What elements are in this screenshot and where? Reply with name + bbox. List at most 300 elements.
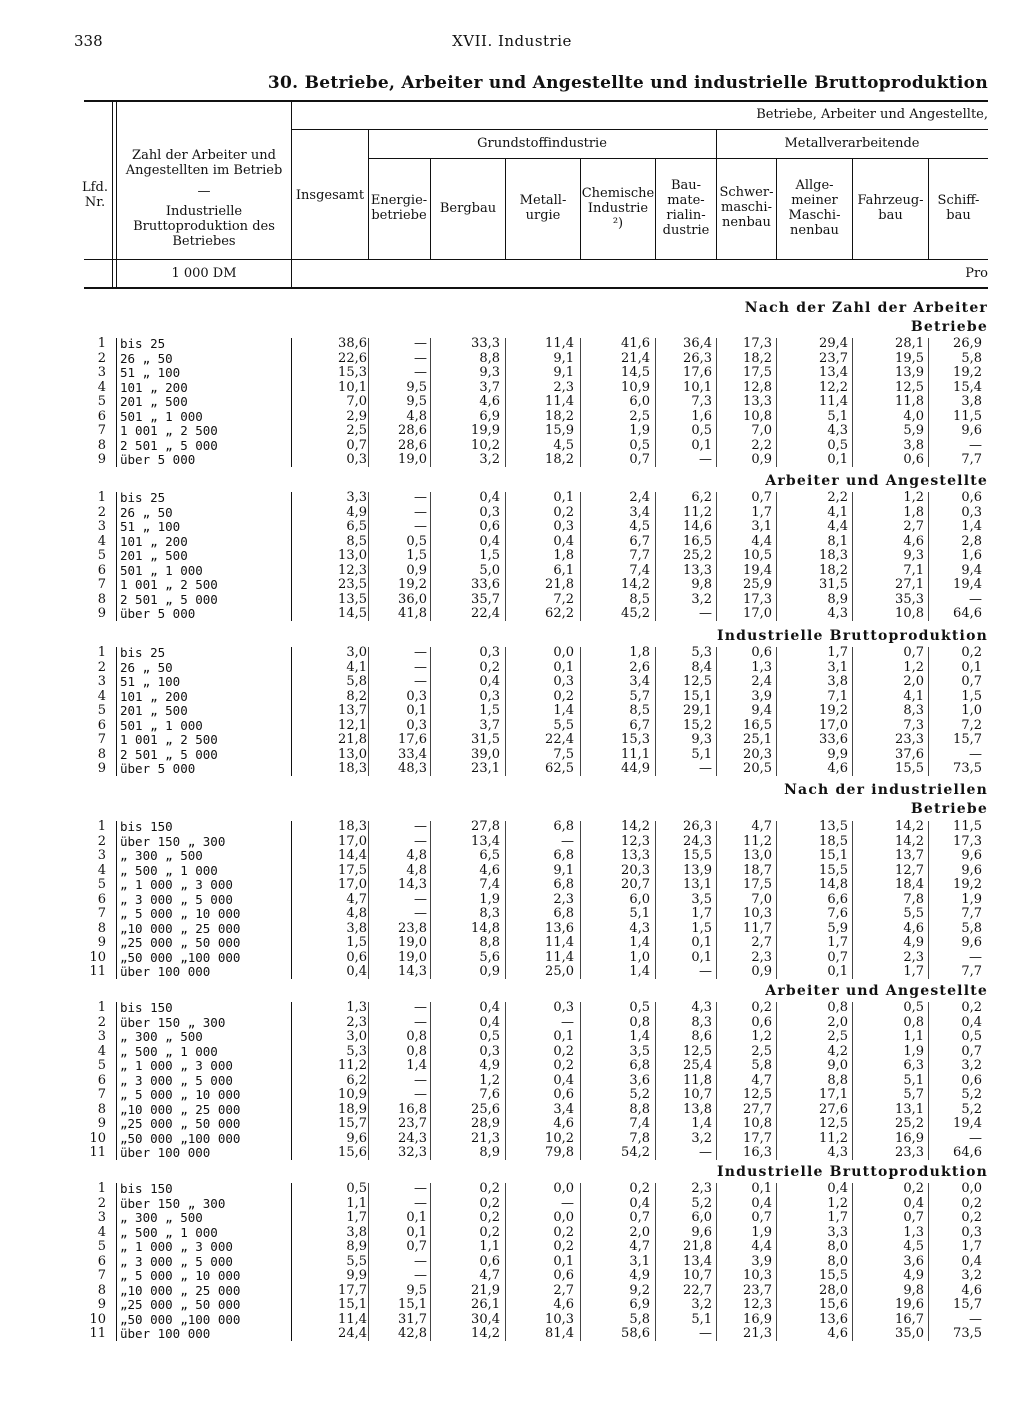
table-cell: 3,8	[903, 437, 924, 453]
table-cell: 1,7	[961, 1239, 982, 1254]
table-cell: 10,9	[338, 1087, 367, 1102]
row-number: 4	[97, 688, 106, 704]
table-cell: 0,4	[479, 533, 500, 549]
table-cell: 18,2	[743, 350, 772, 366]
table-cell: 16,9	[895, 1130, 924, 1146]
header-baumaterialindustrie: Bau-mate-rialin-dustrie	[662, 178, 710, 238]
table-cell: 3,5	[629, 1043, 650, 1059]
table-cell: 18,3	[819, 548, 848, 563]
table-cell: 12,5	[683, 674, 712, 689]
table-cell: 4,9	[629, 1268, 650, 1283]
table-cell: 5,9	[903, 423, 924, 438]
table-cell: 27,6	[819, 1101, 848, 1117]
row-size-class: „ 500 „ 1 000	[120, 862, 218, 878]
table-cell: 2,3	[691, 1181, 712, 1196]
table-cell: 0,7	[406, 1239, 427, 1254]
table-cell: 9,9	[827, 746, 848, 762]
table-cell: 17,3	[953, 833, 982, 849]
table-row	[74, 1269, 994, 1283]
table-cell: 11,8	[895, 394, 924, 409]
table-cell: —	[414, 519, 427, 534]
table-cell: 4,5	[629, 519, 650, 534]
table-cell: 14,8	[819, 877, 848, 892]
header-chemische-industrie: Chemische Industrie ²)	[581, 186, 655, 231]
table-cell: 13,0	[338, 746, 367, 762]
row-size-class: „10 000 „ 25 000	[120, 920, 241, 936]
table-cell: 0,8	[406, 1029, 427, 1044]
table-cell: 9,3	[479, 365, 500, 380]
table-cell: 2,3	[903, 949, 924, 965]
table-cell: 0,1	[406, 1210, 427, 1225]
table-cell: 4,7	[346, 891, 367, 907]
row-number: 2	[97, 350, 106, 366]
table-cell: 0,7	[903, 645, 924, 660]
table-cell: 19,2	[953, 877, 982, 892]
table-cell: 8,6	[691, 1029, 712, 1044]
row-size-class: 501 „ 1 000	[120, 408, 203, 424]
table-cell: 18,2	[545, 408, 574, 424]
table-row	[74, 1030, 994, 1044]
table-cell: 7,4	[629, 1116, 650, 1131]
table-row	[74, 907, 994, 921]
table-cell: 8,9	[346, 1239, 367, 1254]
table-cell: 0,7	[903, 1210, 924, 1225]
table-cell: 0,6	[479, 1253, 500, 1269]
row-size-class: 101 „ 200	[120, 688, 188, 704]
table-cell: 19,0	[398, 935, 427, 950]
row-size-class: „50 000 „100 000	[120, 1130, 241, 1146]
table-cell: 9,6	[961, 862, 982, 878]
table-cell: 1,4	[629, 964, 650, 979]
row-size-class: 2 501 „ 5 000	[120, 437, 218, 453]
table-row	[74, 1074, 994, 1088]
table-cell: 14,3	[398, 877, 427, 892]
table-row	[74, 506, 994, 520]
row-size-class: 201 „ 500	[120, 703, 188, 718]
row-size-class: „25 000 „ 50 000	[120, 935, 241, 950]
table-cell: 0,6	[553, 1087, 574, 1102]
row-number: 1	[97, 819, 106, 834]
row-number: 7	[97, 1268, 106, 1283]
table-cell: 16,3	[743, 1145, 772, 1160]
table-cell: 9,5	[406, 1282, 427, 1298]
table-cell: 0,5	[629, 437, 650, 453]
table-cell: 1,7	[827, 645, 848, 660]
table-cell: —	[969, 1130, 982, 1146]
row-number: 5	[97, 1239, 106, 1254]
table-cell: 25,2	[895, 1116, 924, 1131]
table-cell: 9,5	[406, 394, 427, 409]
table-cell: 2,0	[827, 1014, 848, 1030]
table-cell: 19,2	[953, 365, 982, 380]
table-cell: —	[414, 490, 427, 505]
row-number: 1	[97, 1181, 106, 1196]
table-cell: 0,7	[827, 949, 848, 965]
table-cell: 11,4	[545, 394, 574, 409]
table-cell: 28,1	[895, 336, 924, 351]
header-grundstoff: Grundstoffindustrie	[477, 136, 607, 151]
table-cell: 0,1	[691, 437, 712, 453]
table-cell: 18,3	[338, 761, 367, 776]
table-cell: 5,0	[479, 562, 500, 578]
section-subheading: Betriebe	[910, 319, 988, 335]
row-size-class: bis 25	[120, 336, 166, 351]
table-cell: 19,9	[471, 423, 500, 438]
table-cell: 21,4	[621, 350, 650, 366]
table-cell: 15,7	[338, 1116, 367, 1131]
table-cell: 0,6	[553, 1268, 574, 1283]
table-cell: 0,4	[903, 1195, 924, 1211]
table-cell: 1,7	[751, 504, 772, 520]
table-cell: 1,7	[827, 1210, 848, 1225]
table-cell: 1,2	[751, 1029, 772, 1044]
row-size-class: 201 „ 500	[120, 394, 188, 409]
table-cell: 17,1	[819, 1087, 848, 1102]
row-size-class: „ 5 000 „ 10 000	[120, 1268, 241, 1283]
table-cell: 11,8	[683, 1072, 712, 1088]
table-cell: 1,9	[629, 423, 650, 438]
table-cell: 15,1	[819, 848, 848, 863]
table-cell: 17,6	[398, 732, 427, 747]
table-cell: 2,7	[903, 519, 924, 534]
table-cell: 7,4	[629, 562, 650, 578]
table-cell: 6,3	[903, 1058, 924, 1073]
table-cell: 1,4	[629, 1029, 650, 1044]
table-cell: 25,4	[683, 1058, 712, 1073]
row-size-class: über 100 000	[120, 1145, 211, 1160]
table-cell: 0,5	[903, 1000, 924, 1015]
table-cell: 0,2	[553, 1043, 574, 1059]
table-cell: 19,4	[953, 577, 982, 592]
table-cell: 1,4	[553, 703, 574, 718]
table-cell: 12,5	[683, 1043, 712, 1059]
header-metallurgie: Metall-urgie	[519, 193, 567, 223]
table-cell: 9,8	[903, 1282, 924, 1298]
table-cell: 21,3	[471, 1130, 500, 1146]
table-row	[74, 352, 994, 366]
table-cell: 6,2	[691, 490, 712, 505]
table-cell: 23,7	[743, 1282, 772, 1298]
row-size-class: „ 1 000 „ 3 000	[120, 877, 233, 892]
table-cell: 11,4	[545, 949, 574, 965]
table-cell: 4,6	[903, 920, 924, 936]
table-cell: 25,1	[743, 732, 772, 747]
table-cell: 1,2	[903, 659, 924, 675]
table-cell: 22,4	[545, 732, 574, 747]
header-size-top: Zahl der Arbeiter und Angestellten im Betrieb	[125, 148, 283, 178]
table-cell: 0,6	[961, 490, 982, 505]
table-cell: 0,2	[903, 1181, 924, 1196]
table-cell: 0,6	[903, 452, 924, 467]
row-number: 4	[97, 862, 106, 878]
table-cell: 3,3	[827, 1224, 848, 1240]
table-cell: 0,2	[961, 645, 982, 660]
table-cell: 26,3	[683, 350, 712, 366]
table-cell: 58,6	[621, 1326, 650, 1341]
table-cell: 13,3	[743, 394, 772, 409]
table-cell: 7,0	[751, 423, 772, 438]
table-cell: 1,0	[629, 949, 650, 965]
table-cell: 0,1	[553, 659, 574, 675]
table-row	[74, 1255, 994, 1269]
table-cell: 6,8	[553, 848, 574, 863]
row-size-class: „ 300 „ 500	[120, 1210, 203, 1225]
table-row	[74, 878, 994, 892]
table-cell: 3,1	[827, 659, 848, 675]
table-cell: 12,7	[895, 862, 924, 878]
table-cell: 31,5	[819, 577, 848, 592]
table-cell: 9,4	[961, 562, 982, 578]
row-number: 7	[97, 1087, 106, 1102]
table-cell: 13,5	[819, 819, 848, 834]
table-cell: 4,8	[346, 906, 367, 921]
table-cell: 23,5	[338, 577, 367, 592]
table-cell: 23,7	[819, 350, 848, 366]
table-cell: 0,9	[751, 964, 772, 979]
table-row	[74, 1226, 994, 1240]
table-cell: 21,8	[683, 1239, 712, 1254]
table-row	[74, 704, 994, 718]
table-cell: 38,6	[338, 336, 367, 351]
table-cell: 13,5	[338, 591, 367, 607]
table-cell: 2,7	[751, 935, 772, 950]
row-size-class: 1 001 „ 2 500	[120, 423, 218, 438]
table-cell: 23,1	[471, 761, 500, 776]
table-cell: 0,2	[961, 1210, 982, 1225]
row-size-class: über 5 000	[120, 452, 196, 467]
table-row	[74, 1117, 994, 1131]
table-cell: 6,6	[827, 891, 848, 907]
table-cell: 13,4	[471, 833, 500, 849]
table-cell: 13,4	[819, 365, 848, 380]
table-cell: 0,4	[479, 1014, 500, 1030]
table-cell: 8,8	[479, 935, 500, 950]
table-row	[74, 1001, 994, 1015]
table-cell: 7,2	[553, 591, 574, 607]
table-row	[74, 1132, 994, 1146]
row-number: 8	[97, 591, 106, 607]
table-cell: 3,2	[691, 591, 712, 607]
row-number: 9	[97, 1297, 106, 1312]
row-number: 4	[97, 379, 106, 395]
table-cell: 2,3	[553, 379, 574, 395]
table-cell: 5,8	[961, 920, 982, 936]
row-size-class: 101 „ 200	[120, 533, 188, 549]
table-cell: 0,5	[346, 1181, 367, 1196]
row-size-class: über 5 000	[120, 606, 196, 621]
header-bergbau: Bergbau	[439, 201, 497, 216]
table-cell: 0,2	[751, 1000, 772, 1015]
row-number: 3	[97, 674, 106, 689]
table-cell: 0,1	[553, 1253, 574, 1269]
table-cell: 12,2	[819, 379, 848, 395]
row-size-class: 26 „ 50	[120, 659, 173, 675]
row-size-class: „ 1 000 „ 3 000	[120, 1058, 233, 1073]
table-cell: 9,6	[961, 848, 982, 863]
row-size-class: „ 300 „ 500	[120, 1029, 203, 1044]
row-size-class: „50 000 „100 000	[120, 949, 241, 965]
table-cell: 27,1	[895, 577, 924, 592]
table-row	[74, 1284, 994, 1298]
col-divider-nr-double	[116, 102, 117, 287]
row-number: 3	[97, 365, 106, 380]
table-cell: 0,2	[479, 659, 500, 675]
table-row	[74, 820, 994, 834]
row-number: 9	[97, 761, 106, 776]
table-cell: 12,3	[338, 562, 367, 578]
table-cell: 11,4	[545, 935, 574, 950]
table-cell: 13,6	[819, 1311, 848, 1327]
table-cell: 0,0	[553, 1210, 574, 1225]
table-cell: 5,1	[691, 1311, 712, 1327]
row-number: 5	[97, 877, 106, 892]
header-allgemeiner-maschinenbau: Allge-meiner Maschi-nenbau	[788, 178, 841, 238]
table-cell: 35,0	[895, 1326, 924, 1341]
table-cell: 41,8	[398, 606, 427, 621]
table-cell: 0,4	[346, 964, 367, 979]
table-cell: 21,8	[545, 577, 574, 592]
table-cell: 6,8	[553, 906, 574, 921]
table-row	[74, 607, 994, 621]
table-cell: 8,8	[629, 1101, 650, 1117]
table-row	[74, 578, 994, 592]
table-cell: 1,9	[961, 891, 982, 907]
table-cell: 2,0	[903, 674, 924, 689]
table-cell: 13,0	[338, 548, 367, 563]
table-cell: 4,9	[903, 935, 924, 950]
table-cell: 3,2	[479, 452, 500, 467]
table-row	[74, 1313, 994, 1327]
row-number: 1	[97, 645, 106, 660]
table-cell: 9,8	[691, 577, 712, 592]
table-cell: —	[699, 606, 712, 621]
table-cell: 3,2	[961, 1268, 982, 1283]
header-top-rule	[84, 100, 988, 102]
table-cell: 0,3	[406, 717, 427, 733]
table-cell: 9,1	[553, 365, 574, 380]
table-cell: 17,3	[743, 336, 772, 351]
table-cell: 15,1	[398, 1297, 427, 1312]
table-cell: 7,1	[827, 688, 848, 704]
table-cell: 28,6	[398, 437, 427, 453]
table-row	[74, 762, 994, 776]
table-cell: 3,9	[751, 1253, 772, 1269]
table-cell: 5,7	[903, 1087, 924, 1102]
row-size-class: „ 3 000 „ 5 000	[120, 1072, 233, 1088]
table-cell: 0,8	[629, 1014, 650, 1030]
table-row	[74, 337, 994, 351]
row-size-class: über 5 000	[120, 761, 196, 776]
table-cell: 11,4	[819, 394, 848, 409]
table-cell: 8,5	[629, 591, 650, 607]
table-cell: 18,3	[338, 819, 367, 834]
row-size-class: 2 501 „ 5 000	[120, 746, 218, 762]
table-cell: 6,8	[553, 819, 574, 834]
table-cell: 0,1	[827, 964, 848, 979]
table-cell: 1,9	[479, 891, 500, 907]
row-size-class: 51 „ 100	[120, 674, 181, 689]
table-cell: 18,7	[743, 862, 772, 878]
table-cell: 24,3	[683, 833, 712, 849]
table-cell: —	[969, 591, 982, 607]
table-cell: 6,2	[346, 1072, 367, 1088]
table-cell: 4,3	[827, 423, 848, 438]
row-size-class: „ 500 „ 1 000	[120, 1224, 218, 1240]
table-cell: 15,5	[819, 862, 848, 878]
table-cell: 0,2	[553, 688, 574, 704]
table-cell: 1,5	[479, 703, 500, 718]
table-cell: 15,5	[895, 761, 924, 776]
table-cell: 11,1	[621, 746, 650, 762]
table-cell: 1,5	[406, 548, 427, 563]
table-cell: —	[561, 833, 574, 849]
table-row	[74, 733, 994, 747]
table-cell: 5,6	[479, 949, 500, 965]
table-cell: 4,6	[827, 1326, 848, 1341]
table-cell: 1,8	[629, 645, 650, 660]
table-cell: 7,5	[553, 746, 574, 762]
table-cell: 15,2	[683, 717, 712, 733]
table-cell: 19,0	[398, 949, 427, 965]
table-cell: 22,7	[683, 1282, 712, 1298]
table-cell: —	[414, 350, 427, 366]
table-cell: 64,6	[953, 606, 982, 621]
table-cell: 4,5	[553, 437, 574, 453]
table-cell: —	[414, 645, 427, 660]
table-cell: 8,4	[691, 659, 712, 675]
table-cell: 13,3	[683, 562, 712, 578]
table-cell: 15,7	[953, 732, 982, 747]
table-cell: 2,4	[629, 490, 650, 505]
table-cell: 5,3	[346, 1043, 367, 1059]
row-number: 8	[97, 920, 106, 936]
row-number: 1	[97, 1000, 106, 1015]
row-size-class: über 100 000	[120, 964, 211, 979]
table-cell: 14,2	[471, 1326, 500, 1341]
table-cell: 8,0	[827, 1239, 848, 1254]
table-cell: 19,6	[895, 1297, 924, 1312]
table-cell: 6,7	[629, 533, 650, 549]
table-cell: 7,8	[903, 891, 924, 907]
table-cell: 5,8	[629, 1311, 650, 1327]
table-cell: 1,6	[691, 408, 712, 424]
table-cell: 0,6	[751, 645, 772, 660]
table-cell: 18,4	[895, 877, 924, 892]
table-row	[74, 520, 994, 534]
table-cell: 4,7	[751, 819, 772, 834]
table-cell: 16,5	[683, 533, 712, 549]
section-heading: Nach der industriellen	[784, 782, 988, 798]
table-cell: 4,7	[751, 1072, 772, 1088]
table-cell: 9,6	[961, 423, 982, 438]
row-size-class: 1 001 „ 2 500	[120, 732, 218, 747]
table-cell: 0,5	[406, 533, 427, 549]
table-cell: 5,8	[346, 674, 367, 689]
table-row	[74, 1016, 994, 1030]
row-size-class: über 150 „ 300	[120, 1014, 226, 1030]
table-cell: —	[414, 1000, 427, 1015]
table-cell: 0,9	[406, 562, 427, 578]
table-cell: —	[414, 1014, 427, 1030]
table-row	[74, 864, 994, 878]
table-cell: 10,3	[743, 1268, 772, 1283]
table-cell: 0,1	[827, 452, 848, 467]
table-row	[74, 1211, 994, 1225]
table-cell: 9,2	[629, 1282, 650, 1298]
table-cell: 0,4	[961, 1014, 982, 1030]
table-cell: 12,8	[743, 379, 772, 395]
table-cell: 1,8	[553, 548, 574, 563]
